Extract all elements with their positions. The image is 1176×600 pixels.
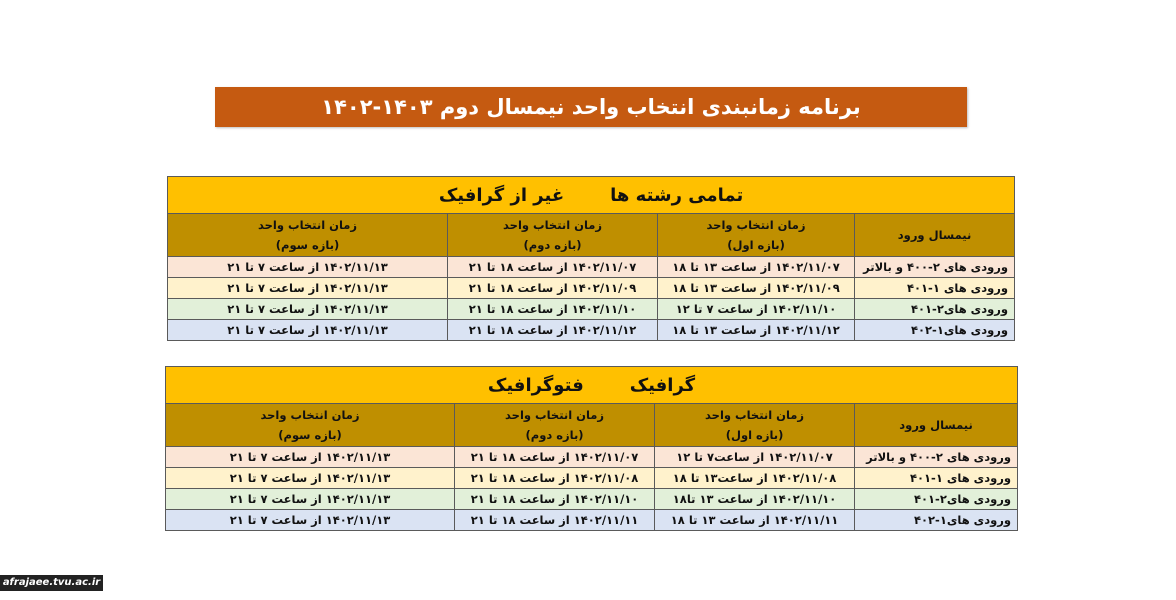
table-cell: ۱۴۰۲/۱۱/۰۷ از ساعت ۱۸ تا ۲۱: [455, 447, 655, 468]
table-cell: ورودی های ۱-۴۰۱: [855, 468, 1018, 489]
table-cell: ورودی های ۱-۴۰۱: [855, 278, 1015, 299]
table-cell: ورودی های۱-۴۰۲: [855, 510, 1018, 531]
table-cell: ۱۴۰۲/۱۱/۱۰ از ساعت ۷ تا ۱۲: [658, 299, 855, 320]
table-cell: ۱۴۰۲/۱۱/۱۳ از ساعت ۷ تا ۲۱: [166, 447, 455, 468]
table-cell: ۱۴۰۲/۱۱/۱۳ از ساعت ۷ تا ۲۱: [168, 320, 448, 341]
table-cell: ورودی های ۲-۴۰۰ و بالاتر: [855, 447, 1018, 468]
table-row: [168, 299, 1015, 320]
table-cell: ۱۴۰۲/۱۱/۰۸ از ساعت۱۳ تا ۱۸: [655, 468, 855, 489]
table-heading-left: تمامی رشته ها: [610, 184, 744, 206]
schedule-table-general: [167, 176, 1015, 341]
page-title: برنامه زمانبندی انتخاب واحد نیمسال دوم ۱۴۰۳-۱۴۰۲: [215, 87, 967, 127]
table-cell: ۱۴۰۲/۱۱/۱۱ از ساعت ۱۳ تا ۱۸: [655, 510, 855, 531]
table-cell: ۱۴۰۲/۱۱/۱۰ از ساعت ۱۸ تا ۲۱: [455, 489, 655, 510]
table-cell: ورودی های۲-۴۰۱: [855, 489, 1018, 510]
table-cell: ۱۴۰۲/۱۱/۱۳ از ساعت ۷ تا ۲۱: [166, 468, 455, 489]
table-heading-left: گرافیک: [629, 374, 696, 396]
table-cell: ۱۴۰۲/۱۱/۰۷ از ساعت۷ تا ۱۲: [655, 447, 855, 468]
column-header-period-1: زمان انتخاب واحد (بازه اول): [655, 404, 855, 447]
column-header-entry: نیمسال ورود: [855, 404, 1018, 447]
table-row: [168, 278, 1015, 299]
table-cell: ۱۴۰۲/۱۱/۱۲ از ساعت ۱۸ تا ۲۱: [448, 320, 658, 341]
table-cell: ۱۴۰۲/۱۱/۱۳ از ساعت ۷ تا ۲۱: [166, 489, 455, 510]
table-cell: ۱۴۰۲/۱۱/۱۲ از ساعت ۱۳ تا ۱۸: [658, 320, 855, 341]
column-header-period-1: زمان انتخاب واحد (بازه اول): [658, 214, 855, 257]
table-heading: [168, 177, 1015, 214]
site-watermark: afrajaee.tvu.ac.ir: [0, 575, 103, 591]
table-row: [166, 489, 1018, 510]
table-cell: ۱۴۰۲/۱۱/۱۳ از ساعت ۷ تا ۲۱: [166, 510, 455, 531]
table-cell: ۱۴۰۲/۱۱/۱۰ از ساعت ۱۸ تا ۲۱: [448, 299, 658, 320]
table-cell: ۱۴۰۲/۱۱/۱۳ از ساعت ۷ تا ۲۱: [168, 299, 448, 320]
table-cell: ۱۴۰۲/۱۱/۱۱ از ساعت ۱۸ تا ۲۱: [455, 510, 655, 531]
schedule-table-graphic: [165, 366, 1018, 531]
table-cell: ۱۴۰۲/۱۱/۰۷ از ساعت ۱۸ تا ۲۱: [448, 257, 658, 278]
table-heading-right: غیر از گرافیک: [438, 184, 565, 206]
table-row: [166, 510, 1018, 531]
table-cell: ورودی های ۲-۴۰۰ و بالاتر: [855, 257, 1015, 278]
table-heading-right: فتوگرافیک: [487, 374, 584, 396]
table-heading: [166, 367, 1018, 404]
table-row: [168, 320, 1015, 341]
table-cell: ۱۴۰۲/۱۱/۱۰ از ساعت ۱۳ تا۱۸: [655, 489, 855, 510]
table-cell: ۱۴۰۲/۱۱/۱۳ از ساعت ۷ تا ۲۱: [168, 257, 448, 278]
table-cell: ۱۴۰۲/۱۱/۰۹ از ساعت ۱۸ تا ۲۱: [448, 278, 658, 299]
column-header-period-3: زمان انتخاب واحد (بازه سوم): [166, 404, 455, 447]
column-header-period-2: زمان انتخاب واحد (بازه دوم): [455, 404, 655, 447]
column-header-period-2: زمان انتخاب واحد (بازه دوم): [448, 214, 658, 257]
table-cell: ۱۴۰۲/۱۱/۱۳ از ساعت ۷ تا ۲۱: [168, 278, 448, 299]
table-cell: ۱۴۰۲/۱۱/۰۷ از ساعت ۱۳ تا ۱۸: [658, 257, 855, 278]
table-row: [166, 468, 1018, 489]
table-cell: ورودی های۱-۴۰۲: [855, 320, 1015, 341]
table-row: [168, 257, 1015, 278]
table-cell: ۱۴۰۲/۱۱/۰۸ از ساعت ۱۸ تا ۲۱: [455, 468, 655, 489]
table-row: [166, 447, 1018, 468]
table-cell: ورودی های۲-۴۰۱: [855, 299, 1015, 320]
table-cell: ۱۴۰۲/۱۱/۰۹ از ساعت ۱۳ تا ۱۸: [658, 278, 855, 299]
column-header-period-3: زمان انتخاب واحد (بازه سوم): [168, 214, 448, 257]
column-header-entry: نیمسال ورود: [855, 214, 1015, 257]
